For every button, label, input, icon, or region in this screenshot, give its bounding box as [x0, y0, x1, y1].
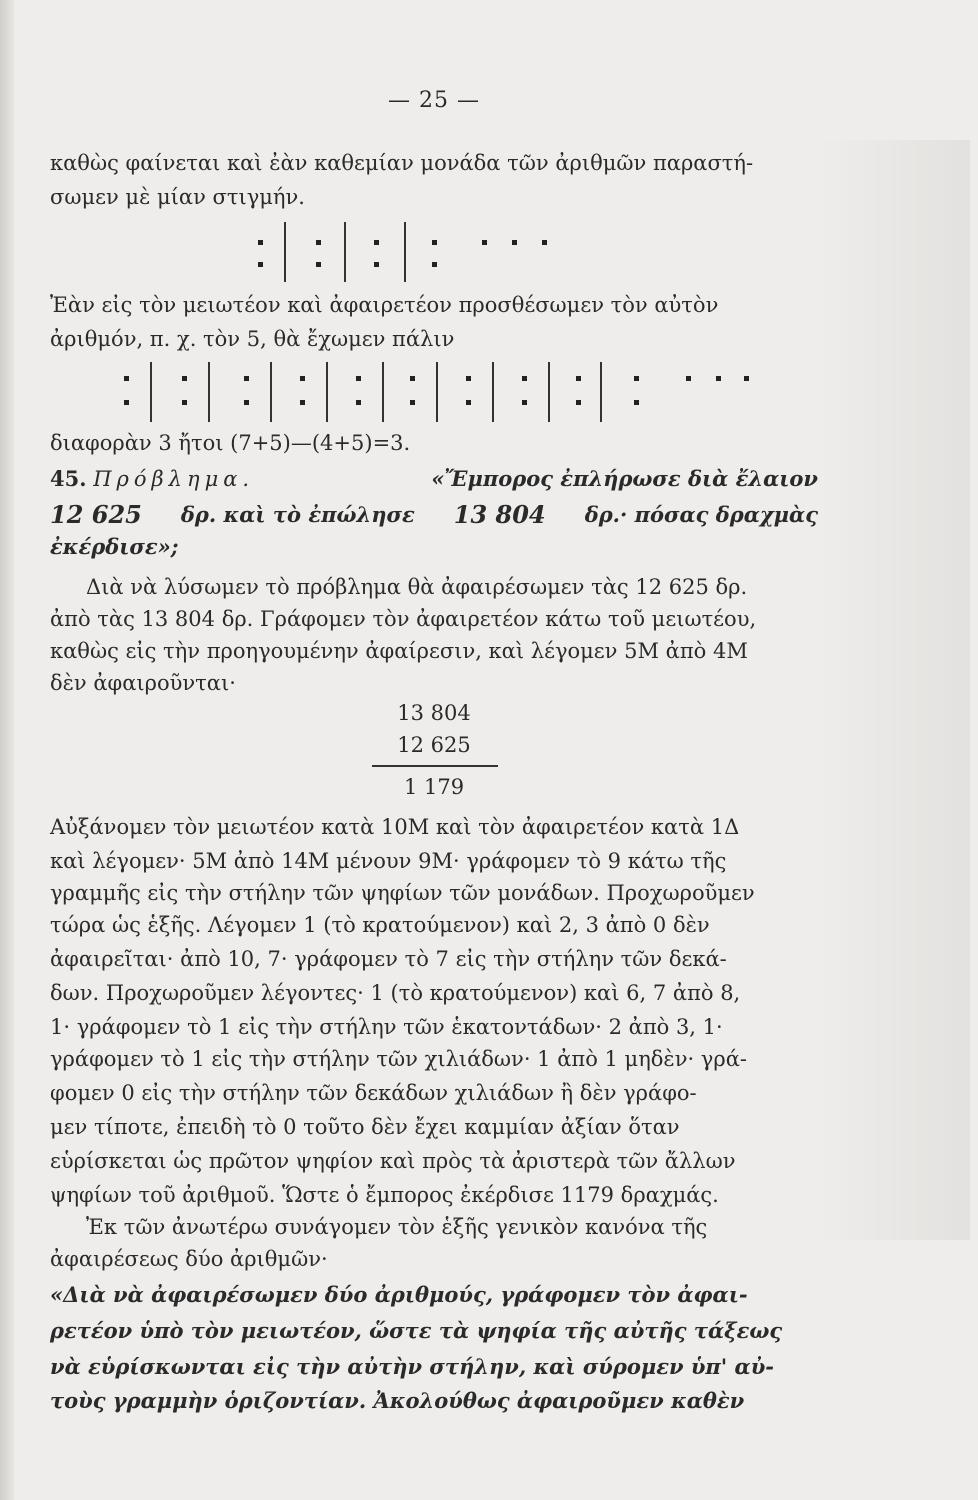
dot	[316, 240, 321, 245]
dot	[182, 376, 187, 381]
dot	[634, 376, 639, 381]
dot	[300, 376, 305, 381]
text-line	[50, 878, 818, 908]
problem-line: ἐκέρδισε»;	[50, 534, 179, 559]
text-line	[50, 1112, 818, 1142]
text: εὑρίσκεται ὡς πρῶτον ψηφίον καὶ πρὸς τὰ ἀριστερὰ τῶν ἄλλων	[50, 1149, 736, 1173]
dot	[466, 400, 471, 405]
text-line: δὲν ἀφαιροῦνται·	[50, 671, 236, 695]
problem-text: «Ἔμπορος ἐπλήρωσε διὰ ἔλαιον	[431, 466, 818, 491]
page-number: — 25 —	[388, 88, 480, 113]
dot	[124, 376, 129, 381]
dot	[244, 376, 249, 381]
dot	[576, 376, 581, 381]
dot	[522, 376, 527, 381]
text: ρετέον ὑπὸ τὸν μειωτέον, ὥστε τὰ ψηφία τῆς αὐτῆς τάξεως	[50, 1318, 783, 1343]
dot	[716, 376, 721, 381]
text: καὶ λέγομεν· 5Μ ἀπὸ 14Μ μένουν 9Μ· γράφομεν τὸ 9 κάτω τῆς	[50, 849, 727, 873]
text: Αὐξάνομεν τὸν μειωτέον κατὰ 10Μ καὶ τὸν ἀφαιρετέον κατὰ 1Δ	[50, 815, 740, 839]
dot	[432, 262, 437, 267]
dot	[522, 400, 527, 405]
problem-number: 45.	[50, 466, 87, 491]
problem-text: δρ. καὶ τὸ ἐπώλησε	[180, 502, 415, 527]
text: καθὼς εἰς τὴν προηγουμένην ἀφαίρεσιν, καὶ λέγομεν 5Μ ἀπὸ 4Μ	[50, 639, 748, 663]
text: ἀπὸ τὰς 13 804 δρ. Γράφομεν τὸν ἀφαιρετέον κάτω τοῦ μειωτέου,	[50, 607, 757, 631]
rule-line	[50, 1280, 818, 1310]
problem-heading	[50, 464, 818, 494]
text: μεν τίποτε, ἐπειδὴ τὸ 0 τοῦτο δὲν ἔχει καμμίαν ἀξίαν ὅταν	[50, 1115, 680, 1139]
dot	[244, 400, 249, 405]
dot	[258, 262, 263, 267]
dot	[686, 376, 691, 381]
difference: 1 179	[403, 775, 465, 799]
text: «Διὰ νὰ ἀφαιρέσωμεν δύο ἀριθμούς, γράφομεν τὸν ἀφαι-	[50, 1282, 748, 1307]
subtrahend: 12 625	[397, 733, 471, 757]
text-line	[50, 944, 818, 974]
dot	[542, 240, 547, 245]
text-line	[50, 910, 818, 940]
text: τοὺς γραμμὴν ὁριζοντίαν. Ἀκολούθως ἀφαιροῦμεν καθὲν	[50, 1388, 745, 1413]
text: νὰ εὑρίσκωνται εἰς τὴν αὐτὴν στήλην, καὶ σύρομεν ὑπ' αὐ-	[50, 1354, 774, 1379]
text: Ἐκ τῶν ἀνωτέρω συνάγομεν τὸν ἑξῆς γενικὸν κανόνα τῆς	[86, 1215, 708, 1239]
rule-line	[50, 1316, 818, 1346]
book-page	[44, 0, 824, 1500]
text-line	[50, 1044, 818, 1074]
text-line: ἀριθμόν, π. χ. τὸν 5, θὰ ἔχωμεν πάλιν	[50, 327, 455, 351]
rule-line	[50, 1352, 818, 1382]
text: ψηφίων τοῦ ἀριθμοῦ. Ὥστε ὁ ἔμπορος ἐκέρδισε 1179 δραχμάς.	[50, 1183, 719, 1207]
separator-bar	[270, 362, 272, 422]
dot	[512, 240, 517, 245]
problem-text: δρ.· πόσας δραχμὰς	[584, 502, 818, 527]
subtraction-rule	[372, 765, 498, 767]
text: ἀφαιρεῖται· ἀπὸ 10, 7· γράφομεν τὸ 7 εἰς τὴν στήλην τῶν δεκά-	[50, 947, 727, 971]
dot	[356, 400, 361, 405]
text-line	[50, 636, 818, 666]
separator-bar	[404, 222, 406, 282]
separator-bar	[600, 362, 602, 422]
text: Ἐὰν εἰς τὸν μειωτέον καὶ ἀφαιρετέον προσθέσωμεν τὸν αὐτὸν	[50, 293, 719, 317]
text: γράφομεν τὸ 1 εἰς τὴν στήλην τῶν χιλιάδων· 1 ἀπὸ 1 μηδὲν· γρά-	[50, 1047, 747, 1071]
dot	[258, 240, 263, 245]
separator-bar	[492, 362, 494, 422]
text-line: διαφορὰν 3 ἤτοι (7+5)—(4+5)=3.	[50, 431, 411, 455]
minuend: 13 804	[397, 701, 471, 725]
text: γραμμῆς εἰς τὴν στήλην τῶν ψηφίων τῶν μονάδων. Προχωροῦμεν	[50, 881, 755, 905]
text-line: σωμεν μὲ μίαν στιγμήν.	[50, 185, 305, 209]
text: φομεν 0 εἰς τὴν στήλην τῶν δεκάδων χιλιάδων ἢ δὲν γράφο-	[50, 1081, 697, 1105]
separator-bar	[344, 222, 346, 282]
text-line	[50, 1012, 818, 1042]
text: 1· γράφομεν τὸ 1 εἰς τὴν στήλην τῶν ἑκατοντάδων· 2 ἀπὸ 3, 1·	[50, 1015, 723, 1039]
text-line	[50, 812, 818, 842]
separator-bar	[326, 362, 328, 422]
text: δων. Προχωροῦμεν λέγοντες· 1 (τὸ κρατούμενον) καὶ 6, 7 ἀπὸ 8,	[50, 981, 741, 1005]
separator-bar	[548, 362, 550, 422]
text-line	[50, 846, 818, 876]
dot	[316, 262, 321, 267]
dot	[356, 376, 361, 381]
text: Διὰ νὰ λύσωμεν τὸ πρόβλημα θὰ ἀφαιρέσωμεν τὰς 12 625 δρ.	[86, 575, 748, 599]
problem-label	[50, 464, 254, 494]
page-edge	[0, 0, 14, 1500]
problem-title: Πρόβλημα.	[93, 467, 255, 491]
dot	[482, 240, 487, 245]
dots-figure-2	[104, 362, 804, 422]
text-line	[50, 604, 818, 634]
amount-sold: 13 804	[453, 500, 546, 529]
dot	[374, 262, 379, 267]
separator-bar	[284, 222, 286, 282]
dot	[744, 376, 749, 381]
text-line	[50, 978, 818, 1008]
dot	[300, 400, 305, 405]
dot	[374, 240, 379, 245]
rule-line	[50, 1386, 818, 1416]
dot	[124, 400, 129, 405]
text-line	[50, 1146, 818, 1176]
dot	[576, 400, 581, 405]
separator-bar	[382, 362, 384, 422]
text-line	[50, 1180, 818, 1210]
show-through	[820, 140, 970, 1240]
dots-figure-1	[244, 222, 604, 282]
dot	[432, 240, 437, 245]
separator-bar	[436, 362, 438, 422]
dot	[466, 376, 471, 381]
amount-paid: 12 625	[50, 500, 142, 529]
text: τώρα ὡς ἑξῆς. Λέγομεν 1 (τὸ κρατούμενον) καὶ 2, 3 ἀπὸ 0 δὲν	[50, 913, 710, 937]
dot	[410, 400, 415, 405]
text-line	[86, 572, 818, 602]
dot	[182, 400, 187, 405]
text-line	[50, 148, 818, 178]
text-line: ἀφαιρέσεως δύο ἀριθμῶν·	[50, 1247, 328, 1271]
text-line	[86, 1212, 818, 1242]
problem-line	[50, 500, 818, 530]
text-line	[50, 1078, 818, 1108]
separator-bar	[150, 362, 152, 422]
separator-bar	[208, 362, 210, 422]
dot	[634, 400, 639, 405]
text: καθὼς φαίνεται καὶ ἐὰν καθεμίαν μονάδα τῶν ἀριθμῶν παραστή-	[50, 151, 754, 175]
text-line	[50, 290, 818, 320]
dot	[410, 376, 415, 381]
